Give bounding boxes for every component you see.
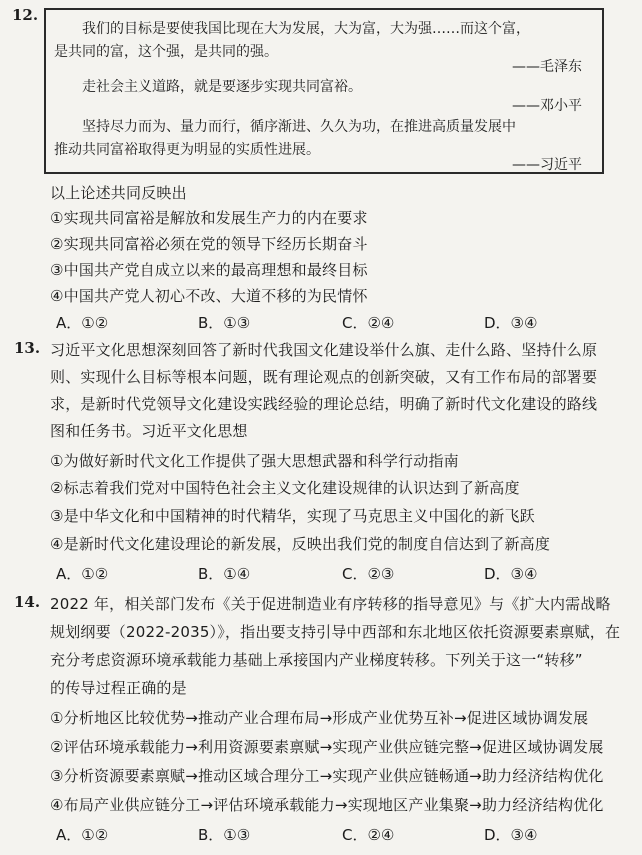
question-13-answer-c[interactable]: C．②③: [342, 565, 395, 583]
question-13-answer-b[interactable]: B．①④: [198, 565, 251, 583]
question-13-answer-d[interactable]: D．③④: [484, 565, 538, 583]
quote-mao-attribution: ——毛泽东: [512, 59, 582, 75]
question-14-stem-line-4: 的传导过程正确的是: [50, 679, 187, 697]
quote-mao-line-1: 我们的目标是要使我国比现在大为发展，大为富，大为强……而这个富，: [82, 21, 530, 37]
question-14-option-2: ②评估环境承载能力→利用资源要素禀赋→实现产业供应链完整→促进区域协调发展: [50, 738, 604, 756]
question-12-stem: 以上论述共同反映出: [50, 184, 187, 202]
question-12-number: 12.: [12, 6, 39, 24]
question-13-option-3: ③是中华文化和中国精神的时代精华，实现了马克思主义中国化的新飞跃: [50, 507, 535, 525]
question-13-stem-line-4: 图和任务书。习近平文化思想: [50, 422, 248, 440]
question-14-stem-line-1: 2022 年，相关部门发布《关于促进制造业有序转移的指导意见》与《扩大内需战略: [50, 595, 611, 613]
question-14-answer-d[interactable]: D．③④: [484, 826, 538, 844]
question-12-answers: [56, 312, 616, 334]
question-13-answers: [56, 563, 616, 585]
question-14-option-4: ④布局产业供应链分工→评估环境承载能力→实现地区产业集聚→助力经济结构优化: [50, 796, 604, 814]
quote-box: [44, 8, 604, 174]
question-12-answer-d[interactable]: D．③④: [484, 314, 538, 332]
question-13-stem-line-2: 则、实现什么目标等根本问题，既有理论观点的创新突破，又有工作布局的部署要: [50, 368, 598, 386]
question-13-stem-line-1: 习近平文化思想深刻回答了新时代我国文化建设举什么旗、走什么路、坚持什么原: [50, 341, 598, 359]
question-14-stem-line-2: 规划纲要（2022-2035）》，指出要支持引导中西部和东北地区依托资源要素禀赋，在: [50, 623, 621, 641]
question-14-option-3: ③分析资源要素禀赋→推动区域合理分工→实现产业供应链畅通→助力经济结构优化: [50, 767, 604, 785]
quote-deng-attribution: ——邓小平: [512, 98, 582, 114]
quote-xi-attribution: ——习近平: [512, 157, 582, 173]
question-14-number: 14.: [14, 593, 41, 611]
quote-xi-line-2: 推动共同富裕取得更为明显的实质性进展。: [54, 142, 320, 158]
question-13-option-2: ②标志着我们党对中国特色社会主义文化建设规律的认识达到了新高度: [50, 479, 520, 497]
question-12-option-1: ①实现共同富裕是解放和发展生产力的内在要求: [50, 209, 368, 227]
question-14-answers: [56, 824, 616, 846]
quote-deng-line: 走社会主义道路，就是要逐步实现共同富裕。: [82, 79, 362, 95]
question-14-stem-line-3: 充分考虑资源环境承载能力基础上承接国内产业梯度转移。下列关于这一“转移”: [50, 651, 583, 669]
question-13-option-4: ④是新时代文化建设理论的新发展，反映出我们党的制度自信达到了新高度: [50, 535, 551, 553]
question-14-option-1: ①分析地区比较优势→推动产业合理布局→形成产业优势互补→促进区域协调发展: [50, 709, 589, 727]
question-12-option-2: ②实现共同富裕必须在党的领导下经历长期奋斗: [50, 235, 368, 253]
quote-mao-line-2: 是共同的富，这个强，是共同的强。: [54, 44, 278, 60]
question-13-option-1: ①为做好新时代文化工作提供了强大思想武器和科学行动指南: [50, 452, 459, 470]
question-14-answer-b[interactable]: B．①③: [198, 826, 251, 844]
quote-xi-line-1: 坚持尽力而为、量力而行，循序渐进、久久为功，在推进高质量发展中: [82, 119, 516, 135]
question-12-answer-a[interactable]: A．①②: [56, 314, 109, 332]
question-13-stem-line-3: 求，是新时代党领导文化建设实践经验的理论总结，明确了新时代文化建设的路线: [50, 395, 598, 413]
question-12-answer-c[interactable]: C．②④: [342, 314, 395, 332]
question-13-number: 13.: [14, 339, 41, 357]
question-13-answer-a[interactable]: A．①②: [56, 565, 109, 583]
question-12-answer-b[interactable]: B．①③: [198, 314, 251, 332]
question-12-option-4: ④中国共产党人初心不改、大道不移的为民情怀: [50, 287, 368, 305]
question-14-answer-c[interactable]: C．②④: [342, 826, 395, 844]
question-12-option-3: ③中国共产党自成立以来的最高理想和最终目标: [50, 261, 368, 279]
question-14-answer-a[interactable]: A．①②: [56, 826, 109, 844]
